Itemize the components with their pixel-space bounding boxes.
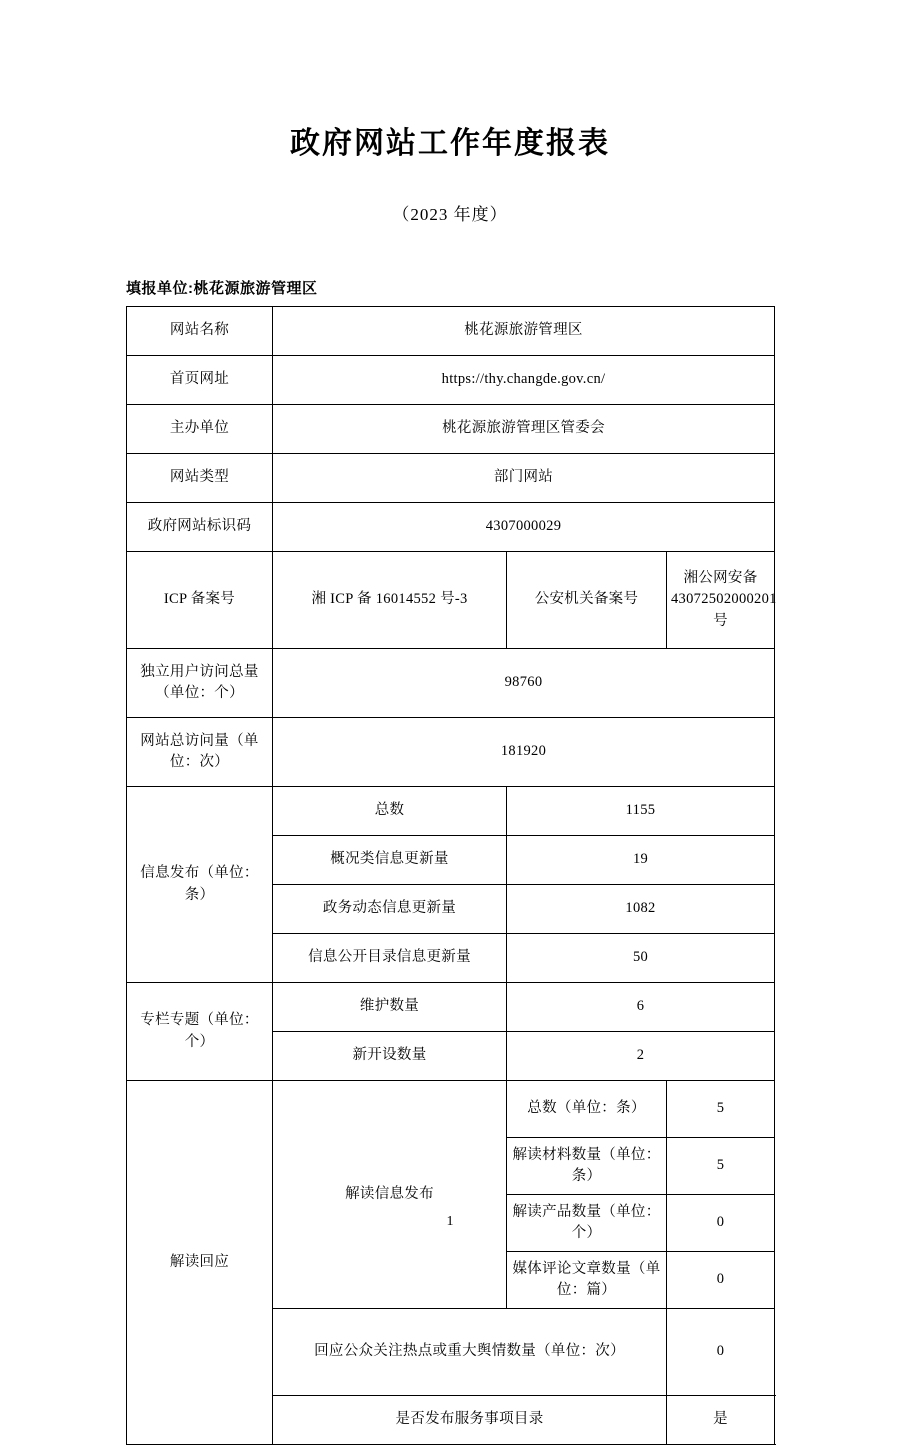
column-topic-item-name: 维护数量	[273, 983, 507, 1032]
page-title: 政府网站工作年度报表	[290, 127, 610, 160]
total-visits-label: 网站总访问量（单位：次）	[127, 718, 273, 787]
table-row	[127, 1081, 775, 1138]
table-row	[127, 649, 775, 718]
icp-value: 湘 ICP 备 16014552 号-3	[273, 552, 507, 649]
hotspot-response-value: 0	[667, 1309, 775, 1396]
info-publish-item-value: 50	[507, 934, 775, 983]
table-row	[127, 356, 775, 405]
site-code-label: 政府网站标识码	[127, 503, 273, 552]
column-topic-item-value: 2	[507, 1032, 775, 1081]
interpretation-item-value: 5	[667, 1081, 775, 1138]
service-catalog-label: 是否发布服务事项目录	[273, 1396, 667, 1445]
interpretation-item-value: 5	[667, 1138, 775, 1195]
site-type-label: 网站类型	[127, 454, 273, 503]
info-publish-item-name: 总数	[273, 787, 507, 836]
interpretation-item-value: 0	[667, 1195, 775, 1252]
info-publish-label: 信息发布（单位：条）	[127, 787, 273, 983]
table-row	[127, 454, 775, 503]
interpretation-item-name: 媒体评论文章数量（单位：篇）	[507, 1252, 667, 1309]
info-publish-item-value: 1082	[507, 885, 775, 934]
hotspot-response-label: 回应公众关注热点或重大舆情数量（单位：次）	[273, 1309, 667, 1396]
table-row	[127, 307, 775, 356]
police-record-value: 湘公网安备 43072502000201 号	[667, 552, 775, 649]
site-name-value: 桃花源旅游管理区	[273, 307, 775, 356]
interpretation-item-name: 总数（单位：条）	[507, 1081, 667, 1138]
site-code-value: 4307000029	[273, 503, 775, 552]
table-row	[127, 405, 775, 454]
table-row	[127, 503, 775, 552]
info-publish-item-value: 19	[507, 836, 775, 885]
page-number: 1	[446, 1214, 454, 1229]
column-topic-label: 专栏专题（单位：个）	[127, 983, 273, 1081]
column-topic-item-name: 新开设数量	[273, 1032, 507, 1081]
table-row	[127, 718, 775, 787]
info-publish-item-name: 概况类信息更新量	[273, 836, 507, 885]
info-publish-item-name: 政务动态信息更新量	[273, 885, 507, 934]
page-subtitle: （2023 年度）	[392, 205, 508, 224]
icp-label: ICP 备案号	[127, 552, 273, 649]
table-row	[127, 787, 775, 836]
homepage-value: https://thy.changde.gov.cn/	[273, 356, 775, 405]
interpretation-item-value: 0	[667, 1252, 775, 1309]
interpretation-item-name: 解读材料数量（单位：条）	[507, 1138, 667, 1195]
total-visits-value: 181920	[273, 718, 775, 787]
table-row	[127, 552, 775, 649]
service-catalog-value: 是	[667, 1396, 775, 1445]
info-publish-item-name: 信息公开目录信息更新量	[273, 934, 507, 983]
homepage-label: 首页网址	[127, 356, 273, 405]
info-publish-item-value: 1155	[507, 787, 775, 836]
annual-report-table	[126, 306, 775, 1445]
interpretation-label: 解读回应	[127, 1081, 273, 1445]
police-record-label: 公安机关备案号	[507, 552, 667, 649]
reporting-unit-line: 填报单位:桃花源旅游管理区	[126, 280, 318, 297]
sponsor-label: 主办单位	[127, 405, 273, 454]
site-type-value: 部门网站	[273, 454, 775, 503]
column-topic-item-value: 6	[507, 983, 775, 1032]
interpretation-item-name: 解读产品数量（单位：个）	[507, 1195, 667, 1252]
unique-visitors-value: 98760	[273, 649, 775, 718]
sponsor-value: 桃花源旅游管理区管委会	[273, 405, 775, 454]
table-row	[127, 983, 775, 1032]
unique-visitors-label: 独立用户访问总量（单位：个）	[127, 649, 273, 718]
interpretation-publish-label: 解读信息发布	[273, 1081, 507, 1309]
site-name-label: 网站名称	[127, 307, 273, 356]
